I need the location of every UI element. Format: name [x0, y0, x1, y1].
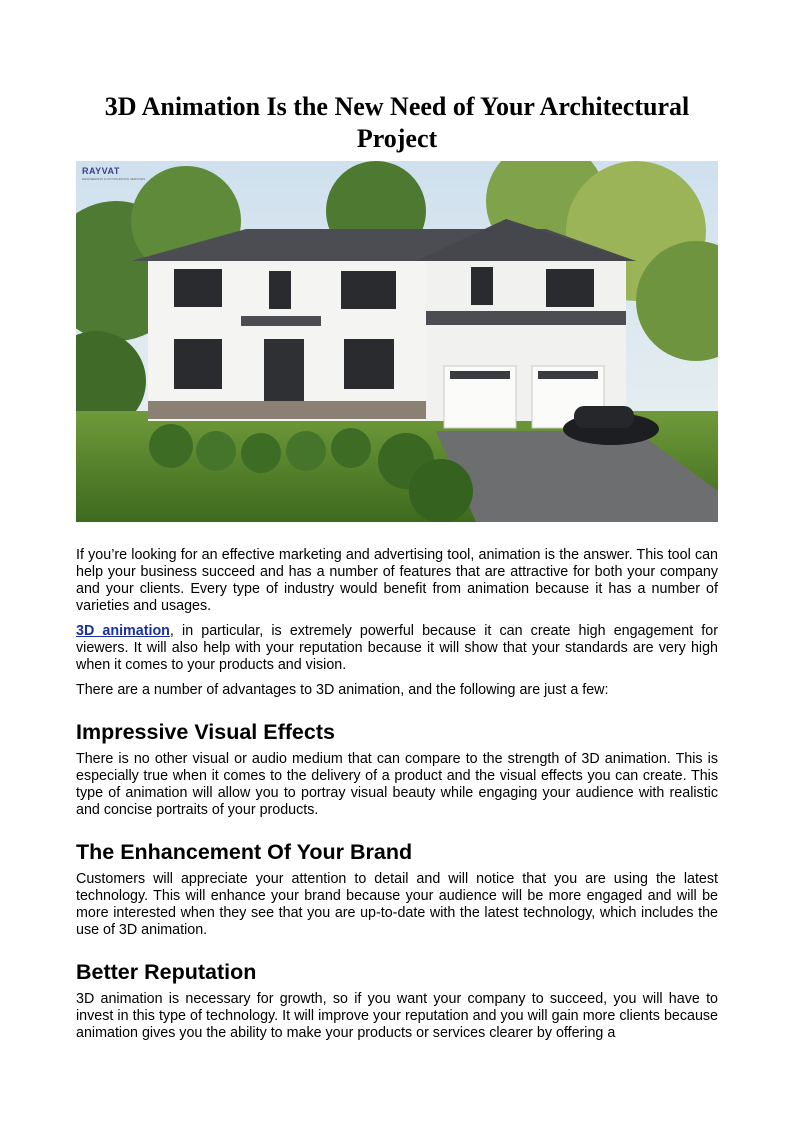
- logo-text: RAYVAT: [82, 166, 120, 176]
- section-body: Customers will appreciate your attention to detail and will notice that you are using the latest technology. This will enhance your brand because your audience will be more engaged and will be more interested when they see that you are up-to-date with the latest technology, which includes the use of 3D animation.: [76, 871, 718, 938]
- hero-image: [76, 161, 718, 522]
- intro-paragraph-2-text: , in particular, is extremely powerful because it can create high engagement for viewers. It will also help with your reputation because it will show that your standards are very high when it comes to your products and vision.: [76, 623, 718, 673]
- section-heading: Impressive Visual Effects: [76, 720, 335, 744]
- article-body: [76, 547, 718, 1050]
- rayvat-logo: [82, 167, 145, 183]
- logo-tagline: ENGINEERING & OUTSOURCING SERVICES: [82, 177, 146, 181]
- section-heading: Better Reputation: [76, 960, 257, 984]
- section-heading: The Enhancement Of Your Brand: [76, 840, 413, 864]
- page-title: 3D Animation Is the New Need of Your Architectural Project: [104, 92, 690, 153]
- section-body: There is no other visual or audio medium that can compare to the strength of 3D animation. This is especially true when it comes to the delivery of a product and the visual effects you can create. This type of animation will allow you to portray visual beauty while engaging your audience with realistic and concise portraits of your products.: [76, 751, 718, 818]
- intro-paragraph-2: [76, 623, 718, 674]
- intro-paragraph-3: There are a number of advantages to 3D animation, and the following are just a few:: [76, 682, 609, 698]
- house-rendering-illustration: [76, 161, 718, 522]
- 3d-animation-link[interactable]: 3D animation: [76, 623, 170, 639]
- intro-paragraph-1: If you’re looking for an effective marketing and advertising tool, animation is the answer. This tool can help your business succeed and has a number of features that are attractive for both your company and your clients. Every type of industry would benefit from animation because it has a number of varieties and usages.: [76, 547, 718, 614]
- section-body: 3D animation is necessary for growth, so if you want your company to succeed, you will have to invest in this type of technology. It will improve your reputation and you will gain more clients because animation gives you the ability to make your products or services clearer by offering a: [76, 991, 718, 1041]
